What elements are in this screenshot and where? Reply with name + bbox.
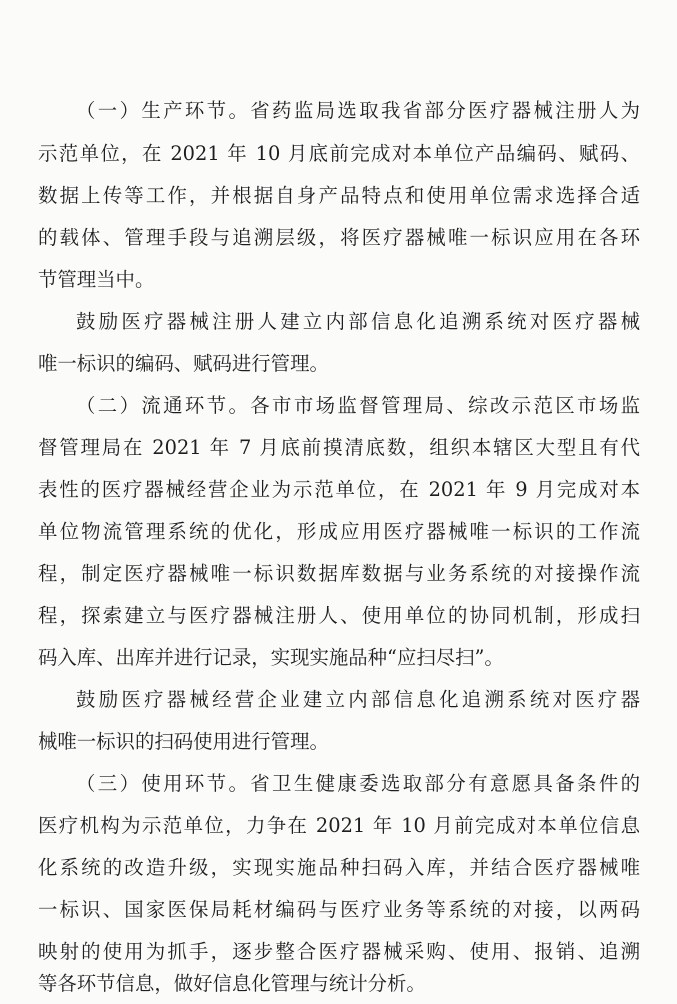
paragraph-3-line-1: （二）流通环节。各市市场监督管理局、综改示范区市场监: [76, 394, 640, 417]
paragraph-1-line-3: 数据上传等工作，并根据自身产品特点和使用单位需求选择合适: [38, 184, 640, 207]
paragraph-4-line-1: 鼓励医疗器械经营企业建立内部信息化追溯系统对医疗器: [76, 688, 640, 711]
paragraph-4-line-2: 械唯一标识的扫码使用进行管理。: [38, 730, 329, 753]
paragraph-1-line-5: 节管理当中。: [38, 268, 155, 291]
paragraph-5-line-3: 化系统的改造升级，实现实施品种扫码入库，并结合医疗器械唯: [38, 856, 640, 879]
paragraph-2-line-2: 唯一标识的编码、赋码进行管理。: [38, 352, 329, 375]
paragraph-3-line-2: 督管理局在 2021 年 7 月底前摸清底数，组织本辖区大型且有代: [38, 436, 640, 459]
paragraph-3-line-5: 程，制定医疗器械唯一标识数据库数据与业务系统的对接操作流: [38, 562, 640, 585]
paragraph-2-line-1: 鼓励医疗器械注册人建立内部信息化追溯系统对医疗器械: [76, 310, 640, 333]
paragraph-5-line-2: 医疗机构为示范单位，力争在 2021 年 10 月前完成对本单位信息: [38, 814, 640, 837]
paragraph-5-line-1: （三）使用环节。省卫生健康委选取部分有意愿具备条件的: [76, 772, 640, 795]
paragraph-5-line-4: 一标识、国家医保局耗材编码与医疗业务等系统的对接，以两码: [38, 898, 640, 921]
paragraph-1-line-4: 的载体、管理手段与追溯层级，将医疗器械唯一标识应用在各环: [38, 226, 640, 249]
paragraph-3-line-6: 程，探索建立与医疗器械注册人、使用单位的协同机制，形成扫: [38, 604, 640, 627]
paragraph-5-line-5: 映射的使用为抓手，逐步整合医疗器械采购、使用、报销、追溯: [38, 940, 640, 963]
paragraph-3-line-7: 码入库、出库并进行记录，实现实施品种“应扫尽扫”。: [38, 646, 504, 669]
paragraph-1-line-2: 示范单位，在 2021 年 10 月底前完成对本单位产品编码、赋码、: [38, 142, 640, 165]
paragraph-5-line-6: 等各环节信息，做好信息化管理与统计分析。: [38, 972, 426, 995]
paragraph-3-line-3: 表性的医疗器械经营企业为示范单位，在 2021 年 9 月完成对本: [38, 478, 640, 501]
paragraph-1-line-1: （一）生产环节。省药监局选取我省部分医疗器械注册人为: [76, 99, 640, 122]
paragraph-3-line-4: 单位物流管理系统的优化，形成应用医疗器械唯一标识的工作流: [38, 520, 640, 543]
